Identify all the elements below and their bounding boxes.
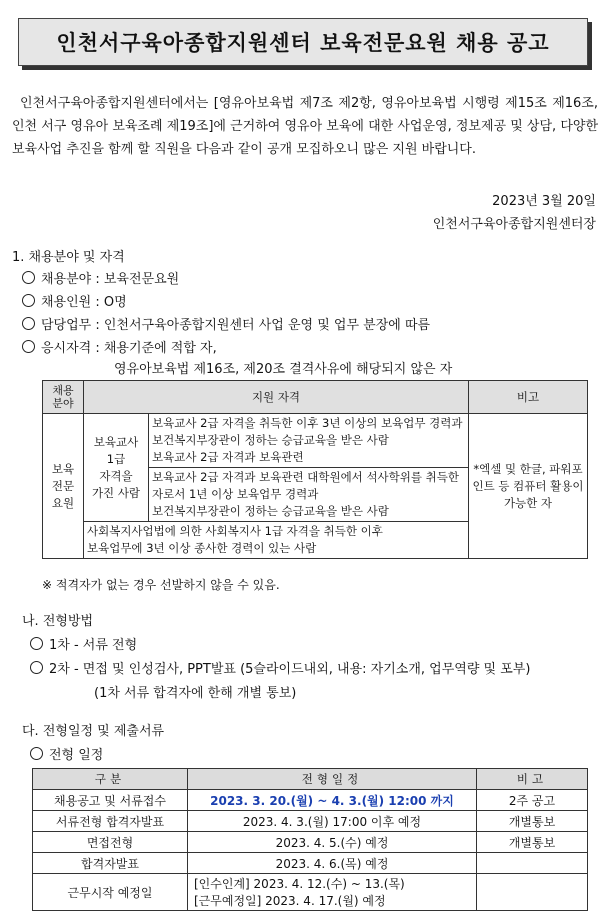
header-note: 비고 — [477, 769, 588, 790]
table-row — [33, 790, 588, 811]
circle-bullet-icon — [30, 661, 43, 674]
list-item: 2차 - 면접 및 인성검사, PPT발표 (5슬라이드내외, 내용: 자기소개, 업무역량 및 포부) — [30, 658, 530, 677]
table-row — [33, 853, 588, 874]
header-schedule: 전형일정 — [188, 769, 477, 790]
section-1-heading: 1. 채용분야 및 자격 — [12, 250, 125, 265]
qualification-cell-3: 사회복지사업법에 의한 사회복지사 1급 자격을 취득한 이후 보육업무에 3년 이상 종사한 경력이 있는 사람 — [84, 522, 469, 559]
list-item: 1차 - 서류 전형 — [30, 634, 137, 653]
notice-title: 인천서구육아종합지원센터 보육전문요원 채용 공고 — [56, 31, 550, 55]
circle-bullet-icon — [22, 317, 35, 330]
list-item-continuation: (1차 서류 합격자에 한해 개별 통보) — [94, 686, 297, 701]
table-row — [33, 832, 588, 853]
row-note — [477, 874, 588, 911]
row-note: 개별통보 — [477, 832, 588, 853]
row-note: 2주 공고 — [477, 790, 588, 811]
list-item-continuation: 영유아보육법 제16조, 제20조 결격사유에 해당되지 않은 자 — [114, 362, 453, 377]
list-item: 응시자격 : 채용기준에 적합 자, — [22, 337, 217, 356]
table-row — [33, 811, 588, 832]
row-name: 합격자발표 — [33, 853, 188, 874]
notice-title-box — [18, 18, 588, 66]
row-name: 채용공고 및 서류접수 — [33, 790, 188, 811]
row-name: 서류전형 합격자발표 — [33, 811, 188, 832]
list-item: 채용분야 : 보육전문요원 — [22, 268, 179, 287]
schedule-table — [32, 768, 588, 911]
sub-label-cell: 보육교사 1급 자격을 가진 사람 — [84, 414, 149, 522]
circle-bullet-icon — [30, 747, 43, 760]
row-name: 근무시작 예정일 — [33, 874, 188, 911]
header-qualification: 지원 자격 — [84, 381, 469, 414]
circle-bullet-icon — [30, 637, 43, 650]
table-row — [43, 414, 588, 468]
list-item: 채용인원 : O명 — [22, 291, 127, 310]
row-schedule: 2023. 4. 5.(수) 예정 — [188, 832, 477, 853]
footnote: ※ 적격자가 없는 경우 선발하지 않을 수 있음. — [42, 578, 280, 592]
row-name: 면접전형 — [33, 832, 188, 853]
section-3-heading: 다. 전형일정 및 제출서류 — [22, 724, 165, 739]
qualification-cell-2: 보육교사 2급 자격과 보육관련 대학원에서 석사학위를 취득한 자로서 1년 이상 보육업무 경력과 보건복지부장관이 정하는 승급교육을 받은 사람 — [149, 468, 469, 522]
header-category: 구분 — [33, 769, 188, 790]
row-schedule: 2023. 3. 20.(월) ~ 4. 3.(월) 12:00 까지 — [188, 790, 477, 811]
list-item: 담당업무 : 인천서구육아종합지원센터 사업 운영 및 업무 분장에 따름 — [22, 314, 430, 333]
qualification-cell-1: 보육교사 2급 자격을 취득한 이후 3년 이상의 보육업무 경력과 보건복지부장관이 정하는 승급교육을 받은 사람 보육교사 2급 자격과 보육관련 — [149, 414, 469, 468]
circle-bullet-icon — [22, 271, 35, 284]
qualification-table — [42, 380, 588, 559]
field-cell: 보육 전문 요원 — [43, 414, 84, 559]
section-2-heading: 나. 전형방법 — [22, 614, 94, 629]
list-item: 전형 일정 — [30, 744, 103, 763]
circle-bullet-icon — [22, 294, 35, 307]
header-field: 채용 분야 — [43, 381, 84, 414]
row-note — [477, 853, 588, 874]
header-note: 비고 — [469, 381, 588, 414]
row-note: 개별통보 — [477, 811, 588, 832]
circle-bullet-icon — [22, 340, 35, 353]
intro-paragraph: 인천서구육아종합지원센터에서는 [영유아보육법 제7조 제2항, 영유아보육법 시행령 제15조 제16조, 인천 서구 영유아 보육조례 제19조]에 근거하여 영유아 보육에 대한 사업운영, 정보제공 및 상담, 다양한 보육사업 추진을 함께 할 직원을 다음과 같이 공개 모집하오니 많은 지원 바랍니다. — [12, 96, 598, 157]
table-header-row — [43, 381, 588, 414]
table-row — [33, 874, 588, 911]
table-header-row — [33, 769, 588, 790]
row-schedule: [인수인계] 2023. 4. 12.(수) ~ 13.(목) [근무예정일] 2023. 4. 17.(월) 예정 — [188, 874, 477, 911]
note-cell: *엑셀 및 한글, 파워포인트 등 컴퓨터 활용이 가능한 자 — [469, 414, 588, 559]
notice-organization: 인천서구육아종합지원센터장 — [432, 217, 596, 232]
row-schedule: 2023. 4. 3.(월) 17:00 이후 예정 — [188, 811, 477, 832]
row-schedule: 2023. 4. 6.(목) 예정 — [188, 853, 477, 874]
notice-date: 2023년 3월 20일 — [492, 194, 596, 209]
